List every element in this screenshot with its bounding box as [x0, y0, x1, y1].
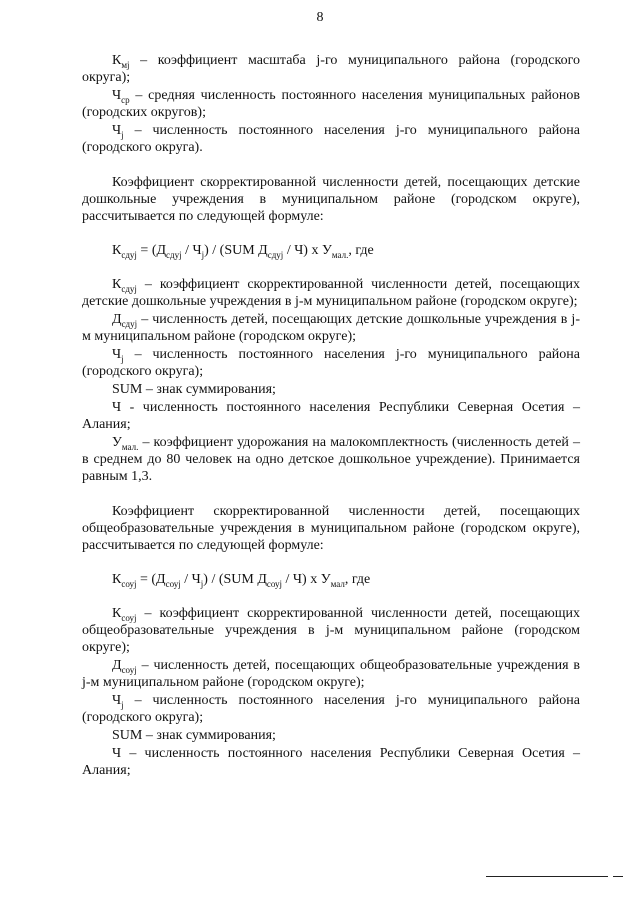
preschool-intro: Коэффициент скорректированной численности детей, посещающих детские дошкольные учреждения в муниципальном районе (городском округе), рассчитывается по следующей формуле:: [82, 175, 580, 224]
definition-k-souj: $К_{соуj}$ – коэффициент скорректированной численности детей, посещающих общеобразовательные учреждения в j-м муниципальном районе (городском округе);: [82, 606, 580, 655]
page-body: [82, 52, 580, 780]
definition-ch-j: $Ч_j$ – численность постоянного населения j-го муниципального района (городского округа).: [82, 123, 580, 155]
definition-ch-j-3: $Ч_j$ – численность постоянного населения j-го муниципального района (городского округа);: [82, 693, 580, 725]
definition-ch: Ч - численность постоянного населения Республики Северная Осетия – Алания;: [82, 400, 580, 432]
school-formula: $К_{соуj} = (Д_{соуj} / Ч_j) / (SUM$ $Д_{соуj} / Ч$) x $У_{мал}$, где: [112, 572, 371, 589]
footer-rule: [486, 876, 608, 877]
definition-u-mal: $У_{мал.}$ – коэффициент удорожания на малокомплектность (численность детей – в среднем до 80 человек на одно детское дошкольное учреждение). Принимается равным 1,3.: [82, 435, 580, 484]
definition-k-sduj: $К_{сдуj}$ – коэффициент скорректированной численности детей, посещающих детские дошкольные учреждения в j-м муниципальном районе (городском округе);: [82, 277, 580, 309]
definition-ch-sr: $Ч_{ср}$ – средняя численность постоянного населения муниципальных районов (городских округов);: [82, 88, 580, 120]
definition-d-souj: $Д_{соуj}$ – численность детей, посещающих общеобразовательные учреждения в j-м муниципальном районе (городском округе);: [82, 658, 580, 690]
school-intro: Коэффициент скорректированной численности детей, посещающих общеобразовательные учреждения в муниципальном районе (городском округе), рассчитывается по следующей формуле:: [82, 504, 580, 553]
definition-k-mj: $К_{мj}$ – коэффициент масштаба j-го муниципального района (городского округа);: [82, 53, 580, 85]
definition-ch-j-2: $Ч_j$ – численность постоянного населения j-го муниципального района (городского округа);: [82, 347, 580, 379]
definition-d-sduj: $Д_{сдуj}$ – численность детей, посещающих детские дошкольные учреждения в j-м муниципальном районе (городском округе);: [82, 312, 580, 344]
preschool-formula: $К_{сдуj} = (Д_{сдуj} / Ч_j) / (SUM$ $Д_{сдуj} / Ч$) x $У_{мал.}$, где: [112, 243, 374, 260]
definition-sum: SUM – знак суммирования;: [112, 382, 276, 397]
definition-ch-2: Ч – численность постоянного населения Республики Северная Осетия – Алания;: [82, 746, 580, 778]
footer-rule-dash: [613, 876, 623, 877]
page-number: 8: [316, 10, 324, 25]
definition-sum-2: SUM – знак суммирования;: [112, 728, 276, 743]
